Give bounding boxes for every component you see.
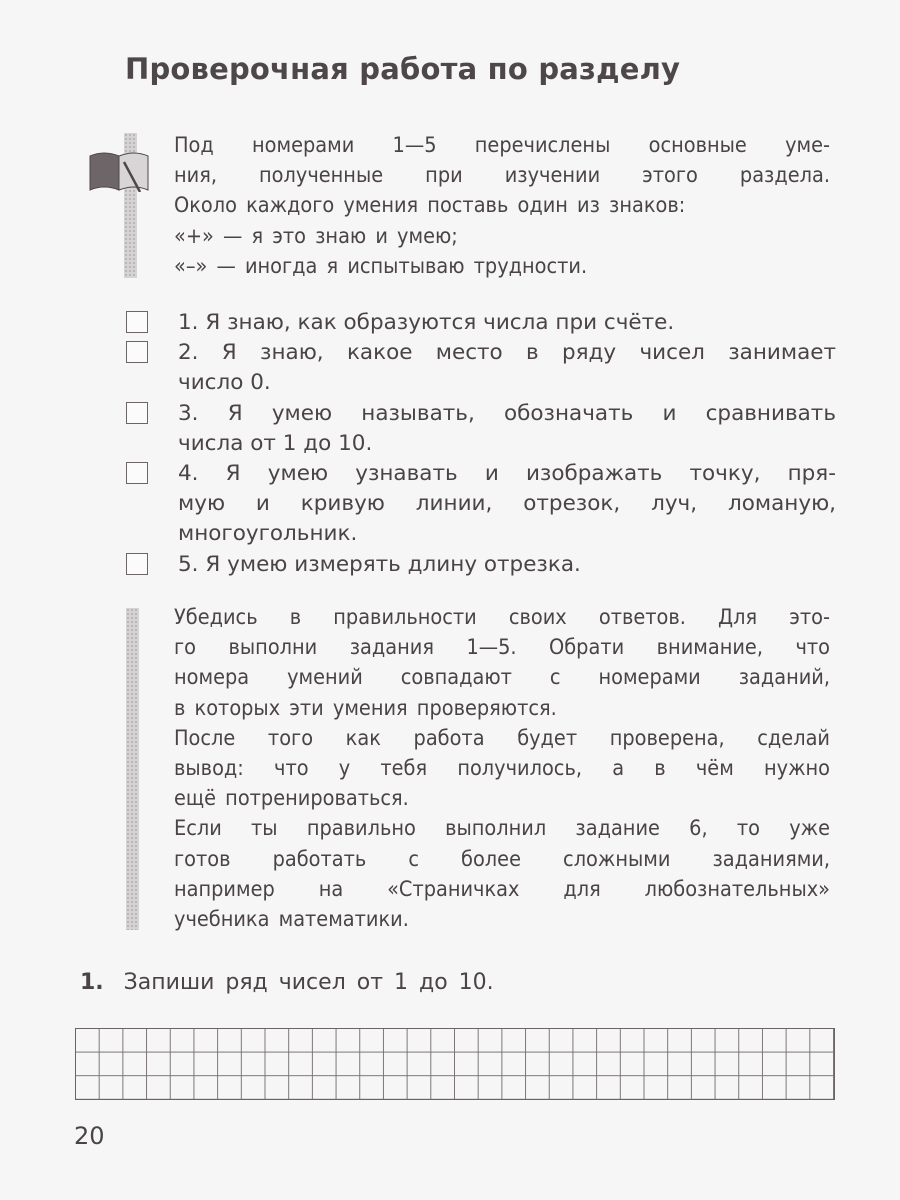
text-line: 2. Я знаю, какое место в ряду чисел занимает	[178, 340, 836, 366]
text-line: го выполни задания 1—5. Обрати внимание, что	[174, 635, 830, 661]
text-line: Убедись в правильности своих ответов. Для это-	[174, 605, 830, 630]
text-line: 3. Я умею называть, обозначать и сравнивать	[178, 400, 836, 426]
skill-checkbox[interactable]	[126, 402, 148, 424]
answer-grid[interactable]	[75, 1028, 835, 1100]
text-line: номера умений совпадают с номерами заданий,	[174, 665, 830, 691]
skill-item	[126, 308, 836, 338]
text-line: Около каждого умения поставь один из знаков:	[174, 193, 686, 219]
text-line: учебника математики.	[174, 906, 409, 932]
text-line: После того как работа будет проверена, сделай	[174, 725, 830, 751]
text-line: вывод: что у тебя получилось, а в чём нужно	[174, 755, 830, 781]
skill-checkbox[interactable]	[126, 341, 148, 363]
skill-checkbox[interactable]	[126, 462, 148, 484]
text-line: «–» — иногда я испытываю трудности.	[174, 253, 588, 279]
text-line: мую и кривую линии, отрезок, луч, ломаную,	[178, 491, 836, 517]
text-line: многоугольник.	[178, 521, 358, 547]
text-line: ещё потренироваться.	[174, 786, 409, 812]
skill-item	[126, 399, 836, 459]
text-line: число 0.	[178, 370, 271, 396]
text-line: например на «Страничках для любознательных»	[174, 876, 830, 902]
text-line: Под номерами 1—5 перечислены основные уме-	[174, 133, 830, 158]
page-number: 20	[74, 1122, 105, 1150]
skill-item	[126, 338, 836, 398]
text-line: «+» — я это знаю и умею;	[174, 223, 458, 249]
skill-checkbox[interactable]	[126, 311, 148, 333]
skill-checkbox[interactable]	[126, 553, 148, 575]
text-line: готов работать с более сложными заданиями,	[174, 846, 830, 872]
task-number: 1.	[80, 970, 104, 995]
skills-checklist	[126, 308, 836, 580]
text-line: числа от 1 до 10.	[178, 430, 373, 456]
self-check-instructions	[174, 603, 830, 935]
skill-item	[126, 459, 836, 550]
task-1	[80, 970, 494, 995]
text-line: 4. Я умею узнавать и изображать точку, пря-	[178, 460, 836, 486]
text-line: 1. Я знаю, как образуются числа при счёте.	[178, 310, 675, 335]
text-line: ния, полученные при изучении этого раздела.	[174, 163, 830, 189]
page-title: Проверочная работа по разделу	[125, 52, 681, 86]
section-marker-bar	[126, 608, 139, 930]
open-book-icon	[88, 148, 150, 192]
text-line: 5. Я умею измерять длину отрезка.	[178, 551, 581, 577]
intro-instructions	[174, 131, 830, 282]
text-line: Если ты правильно выполнил задание 6, то уже	[174, 816, 830, 842]
task-text: Запиши ряд чисел от 1 до 10.	[123, 970, 494, 995]
text-line: в которых эти умения проверяются.	[174, 695, 557, 721]
skill-item	[126, 550, 836, 580]
